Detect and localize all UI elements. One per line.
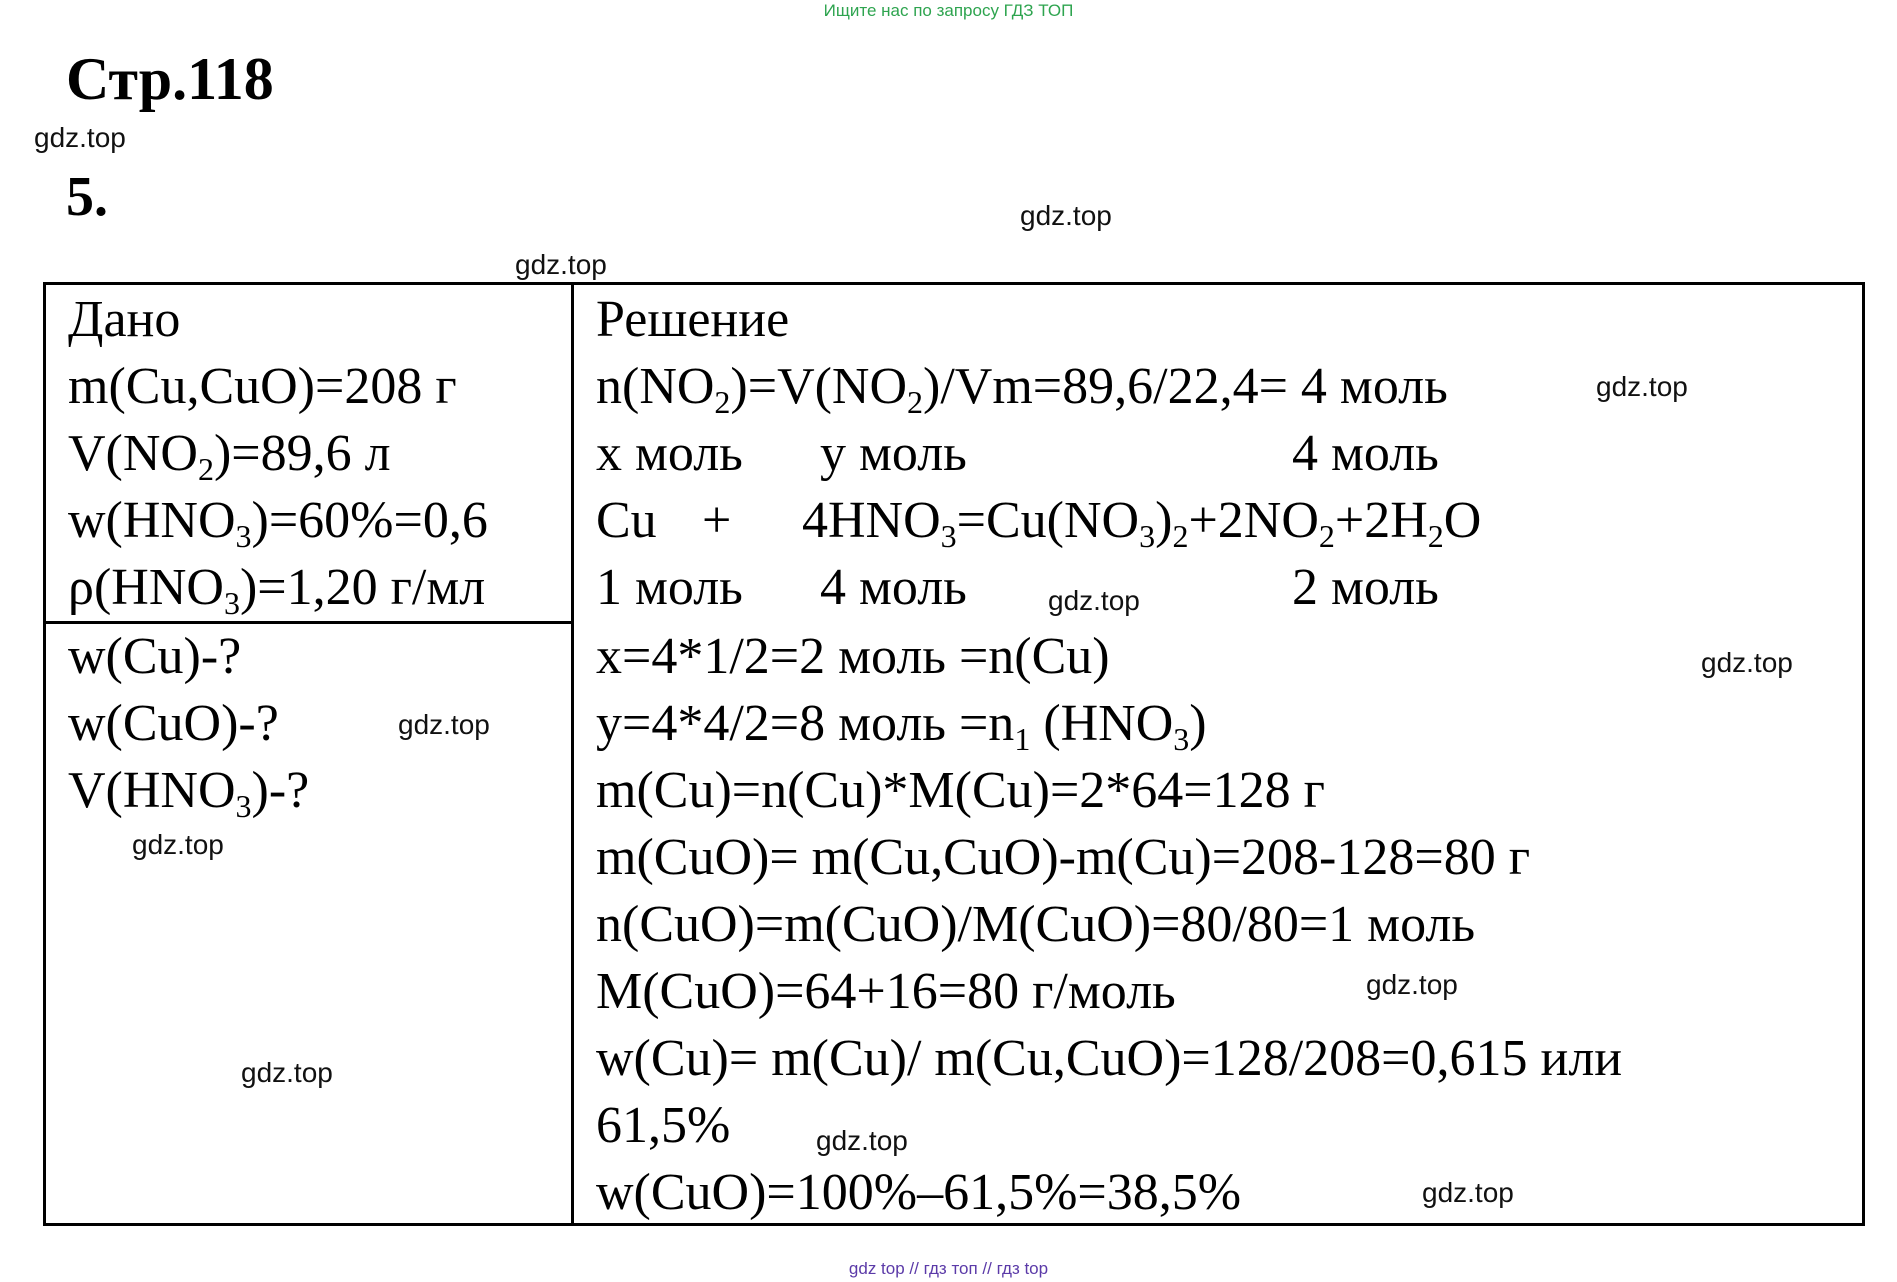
watermark: gdz.top <box>816 1125 908 1156</box>
watermark: gdz.top <box>132 829 224 860</box>
moles-below-cu: 1 моль <box>596 559 743 616</box>
given-line: m(Cu,CuO)=208 г <box>68 358 457 415</box>
solution-table <box>43 282 1865 1226</box>
solution-line: w(Cu)= m(Cu)/ m(Cu,CuO)=128/208=0,615 или <box>596 1030 1623 1087</box>
solution-line: $n(NO_2)=V(NO_2)/Vm=89,6/22,4= 4$ моль <box>596 358 1448 420</box>
moles-below-no2: 2 моль <box>1292 559 1439 616</box>
watermark: gdz.top <box>398 709 490 740</box>
given-header: Дано <box>68 291 181 348</box>
solution-line: y=4*4/2=8 моль $=n_1$ $(HNO_3)$ <box>596 695 1207 757</box>
moles-above-x: x моль <box>596 425 743 482</box>
solution-line: x=4*1/2=2 моль =n(Cu) <box>596 628 1110 685</box>
find-line: w(CuO)-? <box>68 695 279 752</box>
solution-line: w(CuO)=100%–61,5%=38,5% <box>596 1164 1242 1221</box>
watermark: gdz.top <box>1701 647 1793 678</box>
bottom-banner: gdz top // гдз топ // гдз top <box>848 1259 1049 1278</box>
given-line: $V(NO_2)=89,6$ л <box>68 425 391 487</box>
moles-below-hno3: 4 моль <box>820 559 967 616</box>
solution-header: Решение <box>596 291 790 348</box>
find-line: w(Cu)-? <box>68 628 242 685</box>
column-divider <box>571 285 574 1223</box>
watermark: gdz.top <box>1596 371 1688 402</box>
watermark: gdz.top <box>1422 1177 1514 1208</box>
moles-above-y: y моль <box>820 425 967 482</box>
watermark: gdz.top <box>34 122 126 153</box>
top-banner: Ищите нас по запросу ГДЗ ТОП <box>823 1 1074 20</box>
watermark: gdz.top <box>515 249 607 280</box>
reaction-cu: Cu <box>596 492 657 549</box>
solution-line: n(CuO)=m(CuO)/M(CuO)=80/80=1 моль <box>596 896 1476 953</box>
watermark: gdz.top <box>1366 969 1458 1000</box>
reaction-plus: + <box>702 492 732 549</box>
task-number: 5. <box>66 166 108 228</box>
watermark: gdz.top <box>241 1057 333 1088</box>
watermark: gdz.top <box>1020 200 1112 231</box>
solution-line: 61,5% <box>596 1097 731 1154</box>
solution-line: m(CuO)= m(Cu,CuO)-m(Cu)=208-128=80 г <box>596 829 1531 886</box>
find-line: $V(HNO_3)-$? <box>68 762 310 824</box>
solution-line: M(CuO)=64+16=80 г/моль <box>596 963 1176 1020</box>
moles-above-no2: 4 моль <box>1292 425 1439 482</box>
watermark: gdz.top <box>1048 585 1140 616</box>
page-title: Стр.118 <box>66 46 274 112</box>
given-find-divider <box>46 621 572 624</box>
solution-line: m(Cu)=n(Cu)*M(Cu)=2*64=128 г <box>596 762 1325 819</box>
reaction-equation: $4HNO_3=Cu(NO_3)_2+2NO_2+2H_2O$ <box>802 492 1482 554</box>
given-line: $w(HNO_3)=60\%=0,6$ <box>68 492 488 554</box>
given-line: $\rho(HNO_3)=1,20$ г/мл <box>68 559 486 621</box>
